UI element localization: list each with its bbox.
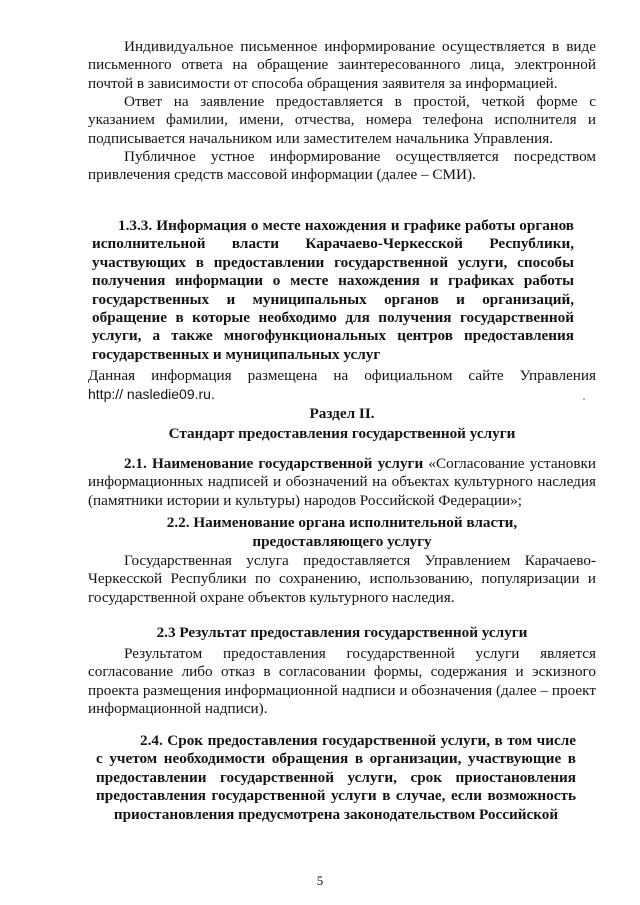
site-url: http:// naslediе09.ru. [88, 386, 215, 402]
paragraph-site-info: Данная информация размещена на официальном сайте Управления [88, 367, 596, 384]
scan-speck [583, 398, 585, 400]
heading-2-3: 2.3 Результат предоставления государственной услуги [156, 624, 528, 641]
heading-1-3-3: 1.3.3. Информация о месте нахождения и графике работы органов исполнительной власти Карачаево-Черкесской Республики, участвующих в предоставлении государственной услуги, способы получения информации о месте нахождения и графиках работы государственных и муниципальных органов и организаций, обращение в которые необходимо для получения государственной услуги, а также многофункциональных центров предоставления государственных и муниципальных услуг [92, 217, 574, 363]
heading-2-2-line2: предоставляющего услугу [252, 533, 432, 550]
service-name-text: «Согласование установки информационных надписей и обозначений на объектах культурного наследия (памятники истории и культуры) народов Российской Федерации»; [88, 455, 597, 509]
paragraph-2-3: Результатом предоставления государственной услуги является согласование либо отказ в согласовании формы, содержания и эскизного проекта размещения информационной надписи и обозначения (далее – проект информационной надписи). [88, 645, 596, 718]
paragraph-2-2: Государственная услуга предоставляется Управлением Карачаево-Черкесской Республики по сохранению, использованию, популяризации и государственной охране объектов культурного наследия. [88, 552, 596, 606]
page-number: 5 [316, 873, 324, 888]
paragraph-individual-info: Индивидуальное письменное информирование осуществляется в виде письменного ответа на обращение заинтересованного лица, электронной почтой в зависимости от способа обращения заявителя за информацией. [88, 38, 596, 92]
paragraph-2-1 [88, 455, 596, 510]
section-2-title: Раздел II. [309, 405, 375, 422]
heading-2-4: 2.4. Срок предоставления государственной услуги, в том числе с учетом необходимости обращения в организации, участвующие в предоставлении государственной услуги, срок приостановления предоставления государственной услуги в случае, если возможность приостановления предусмотрена законодательством Российской [96, 732, 576, 823]
paragraph-public-info: Публичное устное информирование осуществляется посредством привлечения средств массовой информации (далее – СМИ). [88, 148, 596, 184]
heading-2-1: 2.1. Наименование государственной услуги [124, 455, 424, 472]
heading-2-2-line1: 2.2. Наименование органа исполнительной власти, [166, 514, 518, 531]
paragraph-response-form: Ответ на заявление предоставляется в простой, четкой форме с указанием фамилии, имени, отчества, номера телефона исполнителя и подписывается начальником или заместителем начальника Управления. [88, 93, 596, 147]
section-2-subtitle: Стандарт предоставления государственной услуги [168, 425, 516, 442]
